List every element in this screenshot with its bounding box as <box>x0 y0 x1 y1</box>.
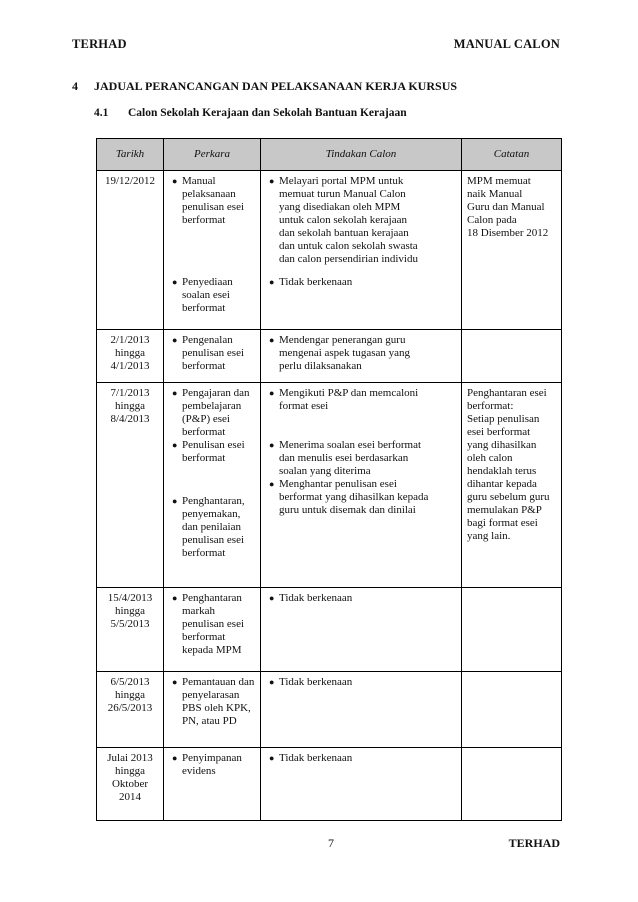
perkara-text-line: berformat <box>182 426 226 438</box>
tarikh-cell <box>97 748 164 821</box>
tarikh-cell <box>97 383 164 588</box>
footer-classification: TERHAD <box>508 836 560 850</box>
perkara-text-line: pelaksanaan <box>182 188 236 200</box>
catatan-text-line: Setiap penulisan <box>467 413 540 425</box>
catatan-text-line: bagi format esei <box>467 517 538 529</box>
tindakan-text-line: mengenai aspek tugasan yang <box>279 347 411 359</box>
perkara-text-line: berformat <box>182 302 226 314</box>
perkara-text-line: Manual <box>182 175 216 187</box>
perkara-cell <box>164 171 261 330</box>
tindakan-text-line: Tidak berkenaan <box>279 276 353 288</box>
catatan-text-line: Penghantaran esei <box>467 387 547 399</box>
bullet-icon: ● <box>172 440 178 450</box>
date-text-line: 5/5/2013 <box>110 618 150 630</box>
tindakan-text-line: yang disediakan oleh MPM <box>279 201 401 213</box>
perkara-cell <box>164 672 261 748</box>
perkara-text-line: kepada MPM <box>182 644 242 656</box>
section-title: JADUAL PERANCANGAN DAN PELAKSANAAN KERJA KURSUS <box>94 79 458 93</box>
perkara-text-line: Penghantaran <box>182 592 242 604</box>
tindakan-text-line: perlu dilaksanakan <box>279 360 362 372</box>
catatan-text-line: yang dihasilkan <box>467 439 537 451</box>
subsection-heading <box>94 107 407 119</box>
subsection-title: Calon Sekolah Kerajaan dan Sekolah Bantuan Kerajaan <box>128 107 407 119</box>
header-document-title: MANUAL CALON <box>453 37 560 51</box>
date-text-line: 8/4/2013 <box>110 413 150 425</box>
perkara-text-line: penulisan esei <box>182 534 245 546</box>
perkara-text-line: dan penilaian <box>182 521 241 533</box>
date-text-line: 2014 <box>119 791 141 803</box>
tindakan-cell <box>261 588 462 672</box>
perkara-text-line: Penghantaran, <box>182 495 245 507</box>
tindakan-text-line: Tidak berkenaan <box>279 592 353 604</box>
tindakan-text-line: Menerima soalan esei berformat <box>279 439 422 451</box>
page-number: 7 <box>328 836 334 850</box>
tindakan-text-line: soalan yang diterima <box>279 465 371 477</box>
date-text-line: 2/1/2013 <box>110 334 150 346</box>
perkara-text-line: Pengenalan <box>182 334 233 346</box>
column-header-tindakan: Tindakan Calon <box>261 139 462 171</box>
catatan-text-line: berformat: <box>467 400 514 412</box>
column-header-tarikh: Tarikh <box>97 139 164 171</box>
date-text-line: 6/5/2013 <box>110 676 150 688</box>
perkara-text-line: berformat <box>182 547 226 559</box>
date-text-line: 26/5/2013 <box>107 702 153 714</box>
perkara-text-line: Penulisan esei <box>182 439 245 451</box>
bullet-icon: ● <box>269 479 275 489</box>
tindakan-text-line: memuat turun Manual Calon <box>279 188 406 200</box>
table-row <box>97 748 562 821</box>
date-text-line: Oktober <box>111 778 149 790</box>
tindakan-cell <box>261 171 462 330</box>
date-text-line: 4/1/2013 <box>110 360 150 372</box>
table-header-row <box>97 139 562 171</box>
catatan-cell <box>462 748 562 821</box>
table-row <box>97 171 562 330</box>
bullet-icon: ● <box>269 176 275 186</box>
table-row <box>97 588 562 672</box>
date-text-line: hingga <box>115 689 145 701</box>
perkara-text-line: markah <box>182 605 215 617</box>
catatan-text-line: hendaklah terus <box>467 465 537 477</box>
tarikh-cell <box>97 672 164 748</box>
perkara-text-line: penulisan esei <box>182 347 245 359</box>
catatan-text-line: Calon pada <box>467 214 517 226</box>
tindakan-text-line: Melayari portal MPM untuk <box>279 175 404 187</box>
perkara-text-line: penulisan esei <box>182 201 245 213</box>
table-row <box>97 383 562 588</box>
tindakan-cell <box>261 383 462 588</box>
date-text-line: hingga <box>115 765 145 777</box>
perkara-text-line: Penyimpanan <box>182 752 242 764</box>
tarikh-cell <box>97 330 164 383</box>
date-text-line: hingga <box>115 400 145 412</box>
perkara-cell <box>164 383 261 588</box>
column-header-catatan: Catatan <box>462 139 562 171</box>
catatan-text-line: dihantar kepada <box>467 478 537 490</box>
bullet-icon: ● <box>172 677 178 687</box>
catatan-text-line: memulakan P&P <box>467 504 542 516</box>
date-text-line: Julai 2013 <box>107 752 153 764</box>
tindakan-text-line: dan calon persendirian individu <box>279 253 418 265</box>
perkara-text-line: (P&P) esei <box>182 413 230 425</box>
bullet-icon: ● <box>269 335 275 345</box>
tindakan-text-line: dan sekolah bantuan kerajaan <box>279 227 409 239</box>
bullet-icon: ● <box>172 176 178 186</box>
schedule-table <box>96 138 562 821</box>
tarikh-cell <box>97 171 164 330</box>
header-classification: TERHAD <box>72 37 127 51</box>
perkara-text-line: Pengajaran dan <box>182 387 250 399</box>
date-text-line: 19/12/2012 <box>104 175 156 187</box>
tindakan-cell <box>261 748 462 821</box>
catatan-text-line: naik Manual <box>467 188 523 200</box>
perkara-text-line: berformat <box>182 360 226 372</box>
section-heading <box>72 79 457 94</box>
tindakan-text-line: Tidak berkenaan <box>279 752 353 764</box>
bullet-icon: ● <box>269 277 275 287</box>
tindakan-cell <box>261 330 462 383</box>
perkara-cell <box>164 748 261 821</box>
section-number: 4 <box>72 79 78 93</box>
perkara-cell <box>164 588 261 672</box>
perkara-text-line: PN, atau PD <box>182 715 237 727</box>
perkara-text-line: evidens <box>182 765 216 777</box>
catatan-cell <box>462 330 562 383</box>
perkara-text-line: penyemakan, <box>182 508 241 520</box>
catatan-text-line: guru sebelum guru <box>467 491 550 503</box>
date-text-line: 15/4/2013 <box>107 592 153 604</box>
catatan-text-line: esei berformat <box>467 426 531 438</box>
catatan-text-line: yang lain. <box>467 530 511 542</box>
catatan-cell <box>462 672 562 748</box>
perkara-text-line: pembelajaran <box>182 400 242 412</box>
tindakan-text-line: dan untuk calon sekolah swasta <box>279 240 418 252</box>
tindakan-text-line: berformat yang dihasilkan kepada <box>279 491 429 503</box>
perkara-text-line: berformat <box>182 631 226 643</box>
tindakan-text-line: Menghantar penulisan esei <box>279 478 397 490</box>
tindakan-text-line: untuk calon sekolah kerajaan <box>279 214 407 226</box>
tindakan-text-line: Mengikuti P&P dan memcaloni <box>279 387 419 399</box>
bullet-icon: ● <box>269 593 275 603</box>
bullet-icon: ● <box>269 440 275 450</box>
catatan-text-line: Guru dan Manual <box>467 201 545 213</box>
perkara-text-line: penulisan esei <box>182 618 245 630</box>
date-text-line: 7/1/2013 <box>110 387 150 399</box>
catatan-text-line: 18 Disember 2012 <box>467 227 549 239</box>
bullet-icon: ● <box>172 335 178 345</box>
tindakan-text-line: format esei <box>279 400 329 412</box>
perkara-text-line: berformat <box>182 452 226 464</box>
bullet-icon: ● <box>172 388 178 398</box>
subsection-number: 4.1 <box>94 107 109 119</box>
perkara-text-line: PBS oleh KPK, <box>182 702 251 714</box>
table-row <box>97 330 562 383</box>
perkara-text-line: Pemantauan dan <box>182 676 255 688</box>
tarikh-cell <box>97 588 164 672</box>
column-header-perkara: Perkara <box>164 139 261 171</box>
catatan-cell <box>462 171 562 330</box>
catatan-cell <box>462 588 562 672</box>
bullet-icon: ● <box>172 593 178 603</box>
perkara-text-line: penyelarasan <box>182 689 240 701</box>
bullet-icon: ● <box>269 753 275 763</box>
bullet-icon: ● <box>172 753 178 763</box>
perkara-cell <box>164 330 261 383</box>
catatan-cell <box>462 383 562 588</box>
perkara-text-line: Penyediaan <box>182 276 233 288</box>
tindakan-text-line: Tidak berkenaan <box>279 676 353 688</box>
catatan-text-line: oleh calon <box>467 452 513 464</box>
tindakan-text-line: Mendengar penerangan guru <box>279 334 406 346</box>
catatan-text-line: MPM memuat <box>467 175 531 187</box>
perkara-text-line: berformat <box>182 214 226 226</box>
table-row <box>97 672 562 748</box>
perkara-text-line: soalan esei <box>182 289 230 301</box>
bullet-icon: ● <box>269 677 275 687</box>
bullet-icon: ● <box>172 277 178 287</box>
bullet-icon: ● <box>269 388 275 398</box>
tindakan-text-line: guru untuk disemak dan dinilai <box>279 504 416 516</box>
date-text-line: hingga <box>115 605 145 617</box>
date-text-line: hingga <box>115 347 145 359</box>
bullet-icon: ● <box>172 496 178 506</box>
tindakan-text-line: dan menulis esei berdasarkan <box>279 452 409 464</box>
tindakan-cell <box>261 672 462 748</box>
